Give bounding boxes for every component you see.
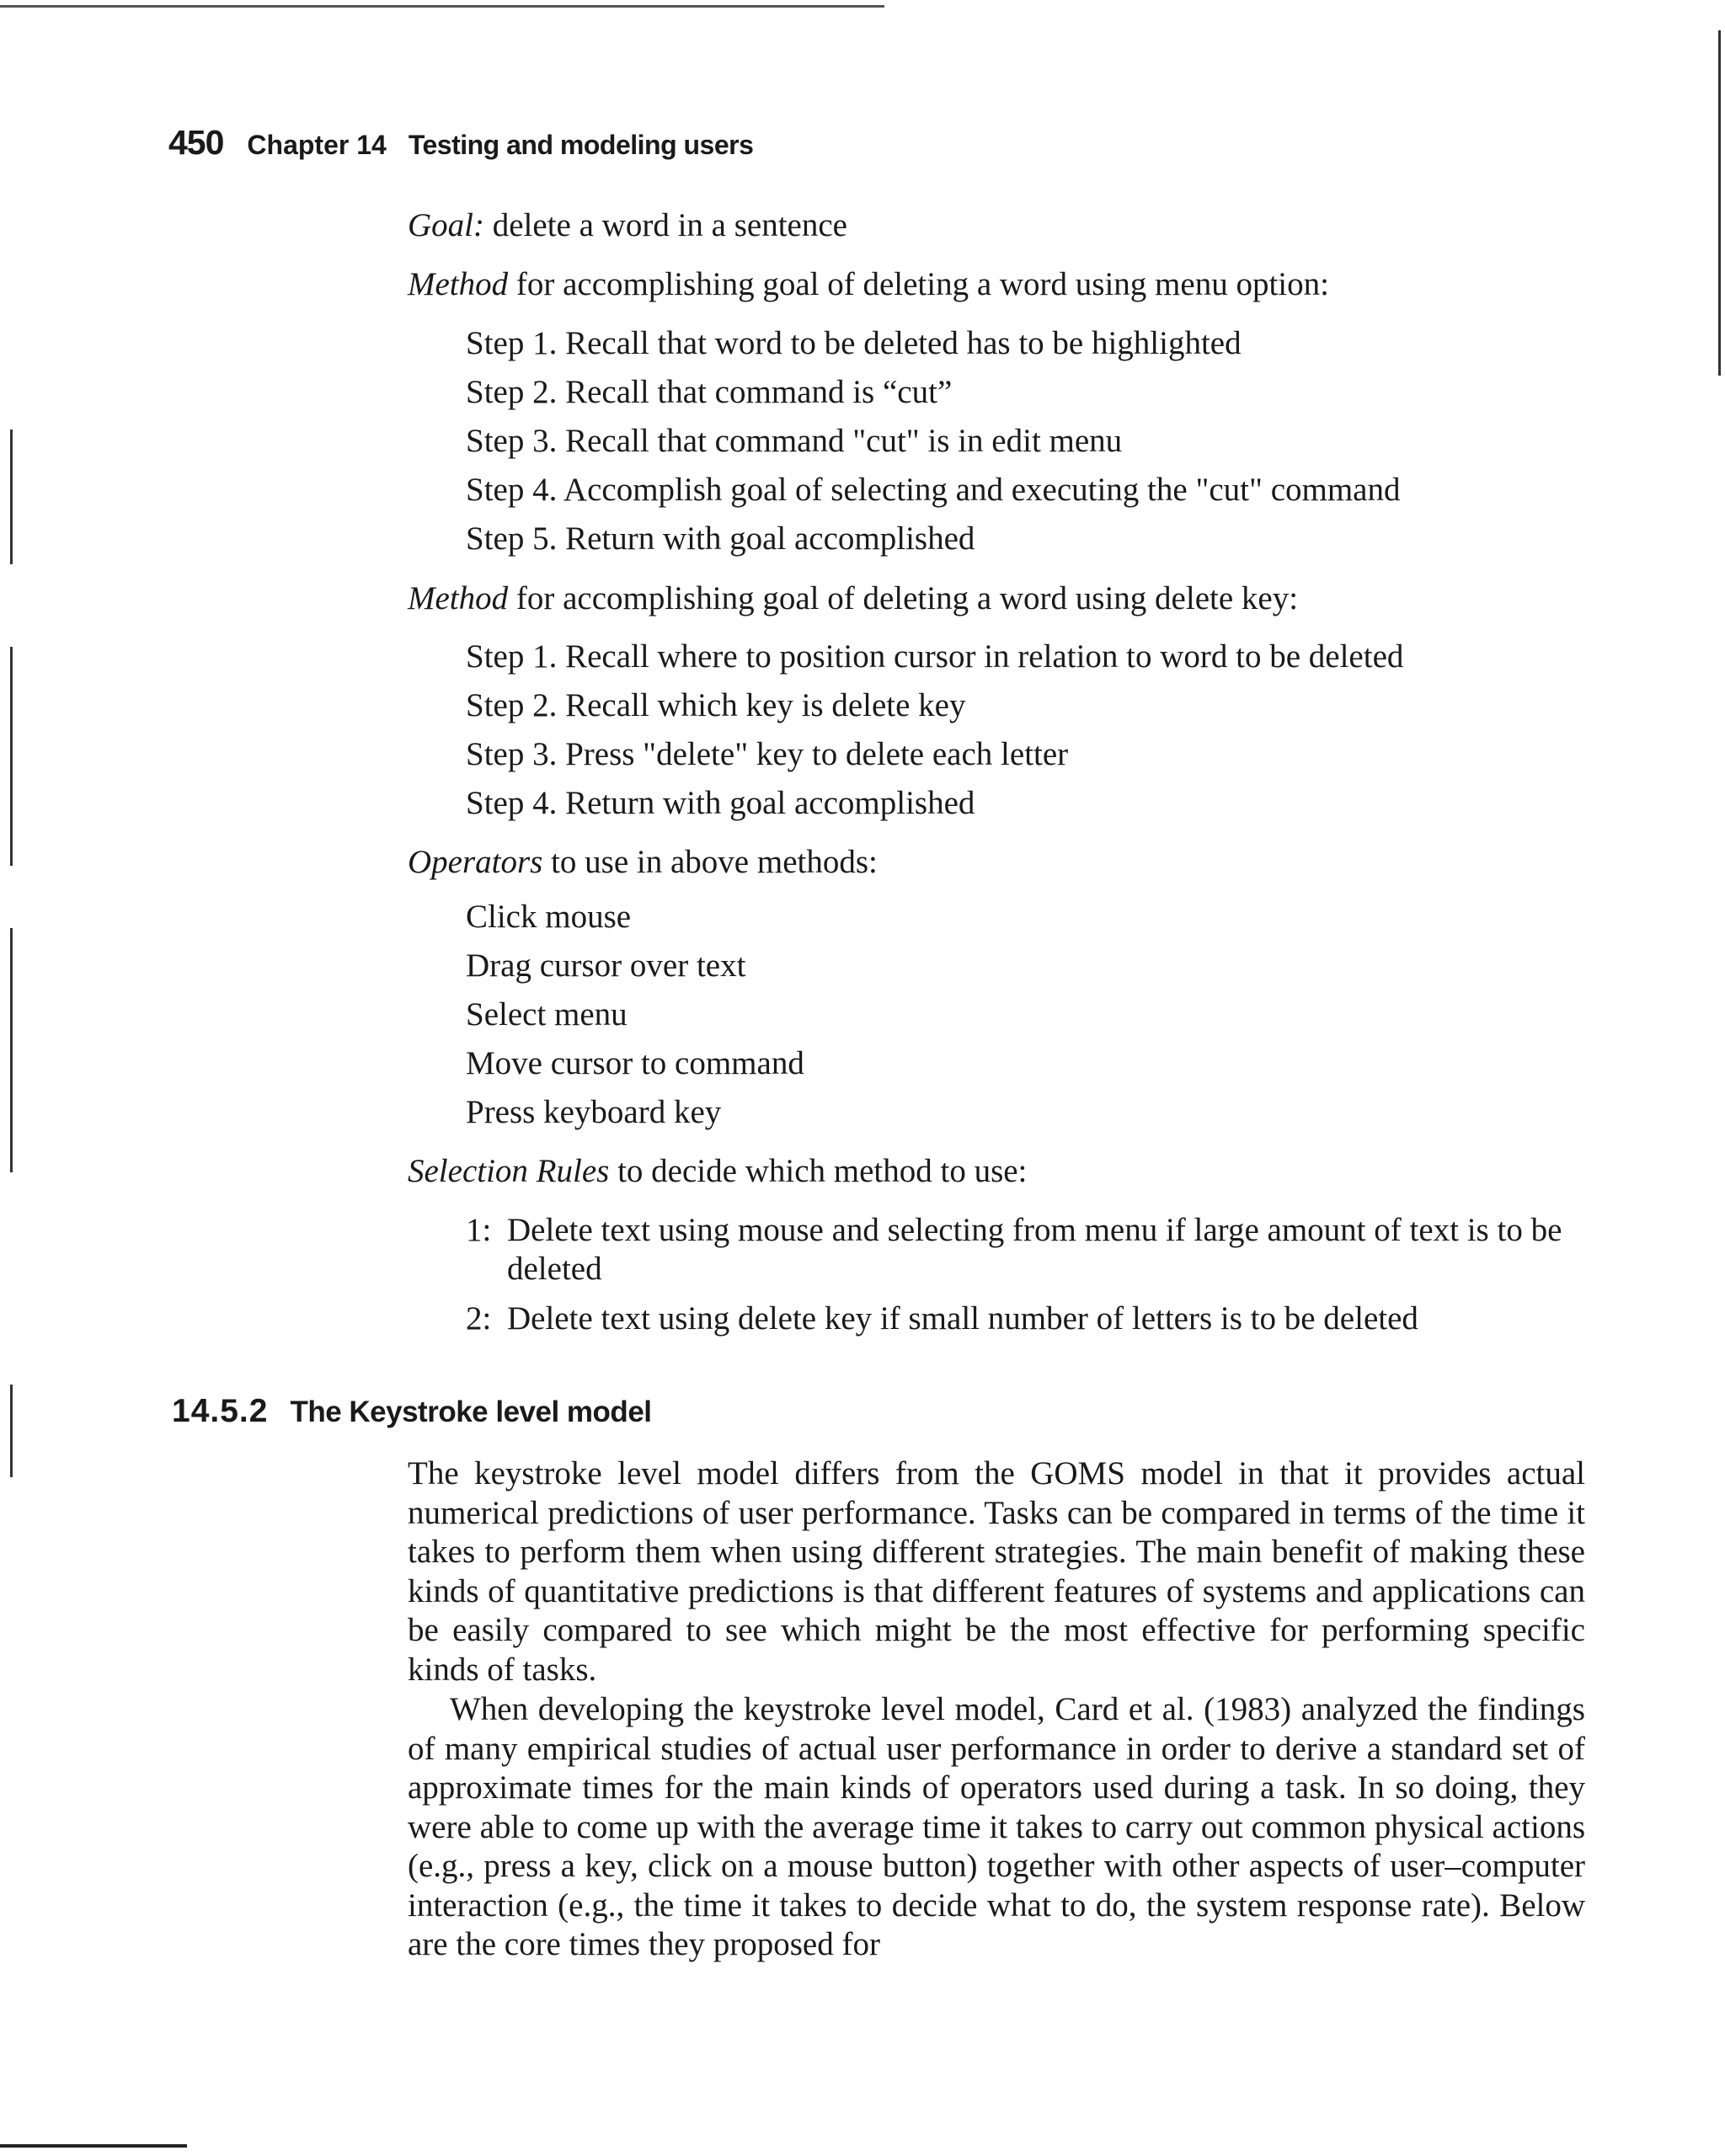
section-heading xyxy=(172,1393,652,1430)
left-margin-bar xyxy=(10,1385,13,1477)
operator-item: Press keyboard key xyxy=(466,1094,722,1130)
body-paragraph: When developing the keystroke level model, Card et al. (1983) analyzed the findings of many empirical studies of actual user performance in order to derive a standard set of approximate times for the main kinds of operators used during a task. In so doing, they were able to come up with the average time it takes to carry out common physical actions (e.g., press a key, click on a mouse button) together with other aspects of user–computer interaction (e.g., the time it takes to decide what to do, the system response rate). Below are the core times they proposed for xyxy=(408,1691,1585,1962)
method-step: Step 3. Press "delete" key to delete each letter xyxy=(466,736,1069,772)
method-label: Method xyxy=(408,580,509,616)
method-text: for accomplishing goal of deleting a word using menu option: xyxy=(515,266,1329,302)
section-number: 14.5.2 xyxy=(172,1393,269,1429)
goal-line xyxy=(408,206,847,245)
left-margin-bar xyxy=(10,430,13,564)
selection-rule-number: 2: xyxy=(466,1300,492,1337)
selection-rules-text: to decide which method to use: xyxy=(617,1153,1028,1189)
left-margin-bar xyxy=(10,928,13,1172)
operator-item: Click mouse xyxy=(466,899,632,935)
top-rule xyxy=(0,5,884,8)
left-margin-bar xyxy=(10,647,13,866)
method-step: Step 2. Recall that command is “cut” xyxy=(466,374,953,410)
goal-label: Goal: xyxy=(408,207,484,243)
selection-rule-number: 1: xyxy=(466,1212,492,1248)
operator-item: Move cursor to command xyxy=(466,1045,804,1081)
running-header xyxy=(168,123,753,163)
method-label: Method xyxy=(408,266,509,302)
goal-text: delete a word in a sentence xyxy=(492,207,847,243)
method-step: Step 4. Return with goal accomplished xyxy=(466,785,975,821)
method-menu-line xyxy=(408,265,1329,304)
operators-label: Operators xyxy=(408,844,543,880)
method-text: for accomplishing goal of deleting a word using delete key: xyxy=(515,580,1299,616)
section-title: The Keystroke level model xyxy=(290,1396,652,1428)
body-paragraph: The keystroke level model differs from the GOMS model in that it provides actual numerical predictions of user performance. Tasks can be compared in terms of the time it takes to perform them when using different strategies. The main benefit of making these kinds of quantitative predictions is that different features of systems and applications can be easily compared to see which might be the most effective for performing specific kinds of tasks. xyxy=(408,1455,1585,1688)
operators-line xyxy=(408,843,878,882)
bottom-rule xyxy=(0,2144,187,2148)
operator-item: Select menu xyxy=(466,996,628,1033)
operator-item: Drag cursor over text xyxy=(466,947,746,984)
selection-rule-text: Delete text using mouse and selecting from menu if large amount of text is to be deleted xyxy=(507,1212,1562,1287)
method-step: Step 3. Recall that command "cut" is in edit menu xyxy=(466,423,1123,459)
method-delete-key-line xyxy=(408,579,1298,618)
selection-rule-text: Delete text using delete key if small number of letters is to be deleted xyxy=(507,1300,1418,1337)
selection-rules-label: Selection Rules xyxy=(408,1153,610,1189)
chapter-title: Testing and modeling users xyxy=(408,130,754,160)
page-number: 450 xyxy=(168,123,224,162)
method-step: Step 1. Recall where to position cursor in relation to word to be deleted xyxy=(466,638,1404,675)
operators-text: to use in above methods: xyxy=(551,844,878,880)
method-step: Step 1. Recall that word to be deleted has to be highlighted xyxy=(466,325,1242,361)
selection-rules-line xyxy=(408,1152,1027,1191)
method-step: Step 4. Accomplish goal of selecting and executing the "cut" command xyxy=(466,472,1401,508)
right-margin-bar xyxy=(1718,30,1721,376)
method-step: Step 2. Recall which key is delete key xyxy=(466,687,966,723)
chapter-label: Chapter 14 xyxy=(247,130,387,160)
method-step: Step 5. Return with goal accomplished xyxy=(466,520,975,557)
